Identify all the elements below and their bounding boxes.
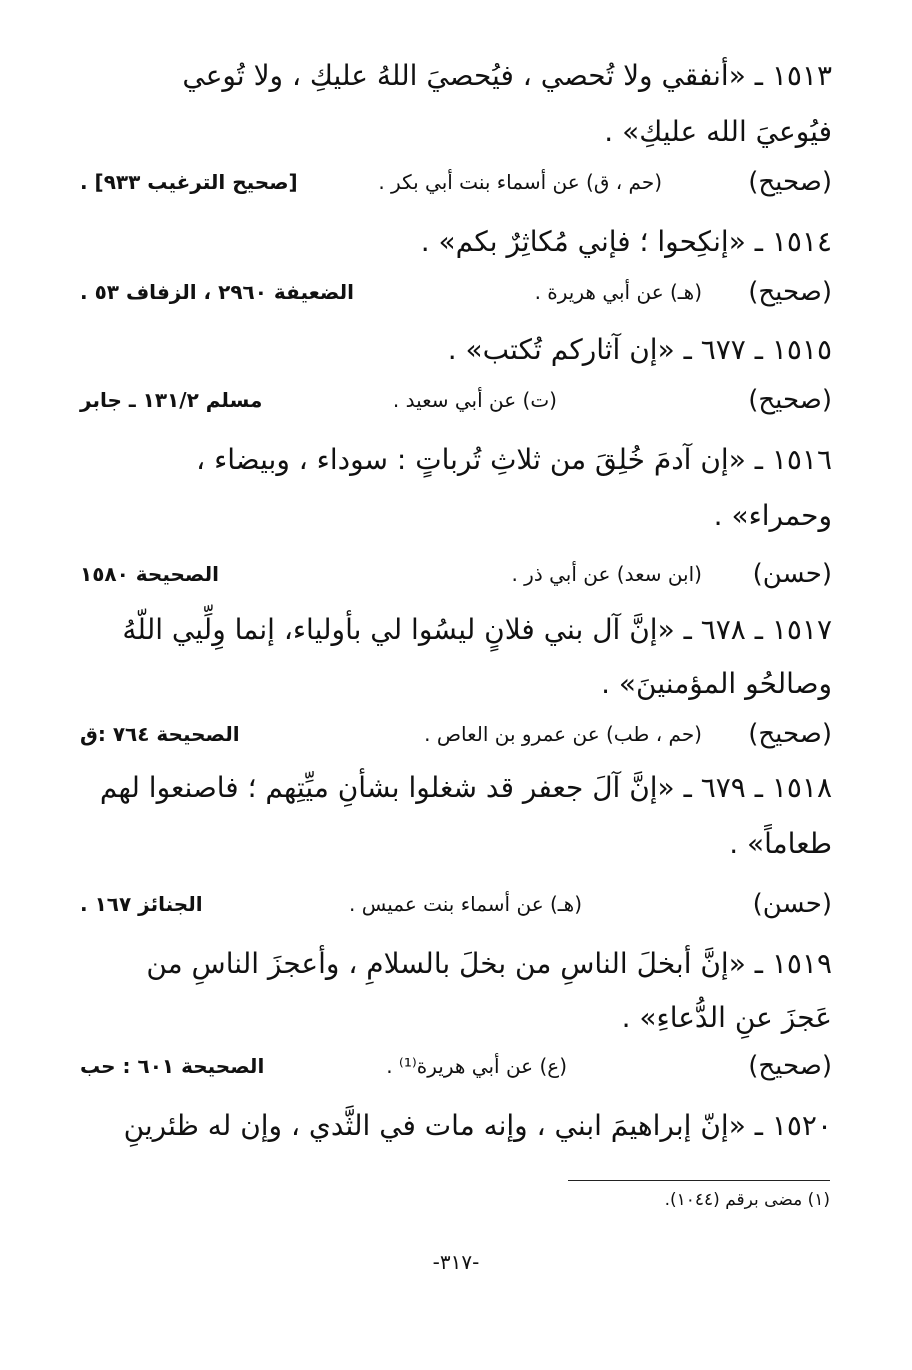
grade-1516: (حسن) bbox=[752, 559, 832, 589]
hadith-1517-line-2: وصالحُو المؤمنينَ» . bbox=[601, 667, 832, 700]
source-1514: (هـ) عن أبي هريرة . bbox=[534, 280, 702, 304]
source-1519: (ع) عن أبي هريرة⁽¹⁾ . bbox=[386, 1054, 567, 1078]
page-number: -٣١٧- bbox=[432, 1250, 480, 1274]
ref-1517: الصحيحة ٧٦٤ :ق bbox=[80, 722, 240, 746]
grade-1518: (حسن) bbox=[752, 889, 832, 919]
hadith-1516-line-1: ١٥١٦ ـ «إن آدمَ خُلِقَ من ثلاثِ تُرباتٍ : سوداء ، وبيضاء ، bbox=[196, 443, 832, 476]
grade-1515: (صحيح) bbox=[748, 385, 832, 415]
grade-1514: (صحيح) bbox=[748, 277, 832, 307]
hadith-1518-line-1: ١٥١٨ ـ ٦٧٩ ـ «إنَّ آلَ جعفر قد شغلوا بشأنِ ميِّتِهم ؛ فاصنعوا لهم bbox=[99, 771, 832, 804]
ref-1519: الصحيحة ٦٠١ : حب bbox=[80, 1054, 265, 1078]
ref-1514: الضعيفة ٢٩٦٠ ، الزفاف ٥٣ . bbox=[80, 280, 354, 304]
hadith-1513-line-1: ١٥١٣ ـ «أنفقي ولا تُحصي ، فيُحصيَ اللهُ عليكِ ، ولا تُوعي bbox=[182, 59, 832, 92]
hadith-1516-line-2: وحمراء» . bbox=[713, 499, 832, 532]
source-1513: (حم ، ق) عن أسماء بنت أبي بكر . bbox=[378, 170, 662, 194]
ref-1518: الجنائز ١٦٧ . bbox=[80, 892, 203, 916]
source-1518: (هـ) عن أسماء بنت عميس . bbox=[349, 892, 582, 916]
hadith-1514: ١٥١٤ ـ «إنكِحوا ؛ فإني مُكاثِرٌ بكم» . bbox=[420, 225, 832, 258]
ref-1513: [صحيح الترغيب ٩٣٣] . bbox=[80, 170, 298, 194]
grade-1517: (صحيح) bbox=[748, 719, 832, 749]
hadith-1519-line-2: عَجزَ عنِ الدُّعاءِ» . bbox=[621, 1001, 832, 1034]
hadith-1513-line-2: فيُوعيَ الله عليكِ» . bbox=[604, 115, 832, 148]
grade-1519: (صحيح) bbox=[748, 1051, 832, 1081]
source-1517: (حم ، طب) عن عمرو بن العاص . bbox=[424, 722, 702, 746]
ref-1516: الصحيحة ١٥٨٠ bbox=[80, 562, 219, 586]
hadith-1520-line-1: ١٥٢٠ ـ «إنّ إبراهيمَ ابني ، وإنه مات في الثَّدي ، وإن له ظئرينِ bbox=[123, 1109, 832, 1142]
hadith-1515: ١٥١٥ ـ ٦٧٧ ـ «إن آثاركم تُكتب» . bbox=[447, 333, 832, 366]
source-1515: (ت) عن أبي سعيد . bbox=[392, 388, 557, 412]
footnote: (١) مضى برقم (١٠٤٤). bbox=[664, 1190, 830, 1210]
hadith-1518-line-2: طعاماً» . bbox=[729, 827, 832, 860]
grade-1513: (صحيح) bbox=[748, 167, 832, 197]
hadith-1519-line-1: ١٥١٩ ـ «إنَّ أبخلَ الناسِ من بخلَ بالسلامِ ، وأعجزَ الناسِ من bbox=[146, 947, 832, 980]
footnote-separator bbox=[568, 1180, 830, 1181]
ref-1515: مسلم ١٣١/٢ ـ جابر bbox=[80, 388, 263, 412]
source-1516: (ابن سعد) عن أبي ذر . bbox=[511, 562, 702, 586]
hadith-1517-line-1: ١٥١٧ ـ ٦٧٨ ـ «إنَّ آل بني فلانٍ ليسُوا لي بأولياء، إنما وِلِّيي اللّهُ bbox=[122, 613, 832, 646]
